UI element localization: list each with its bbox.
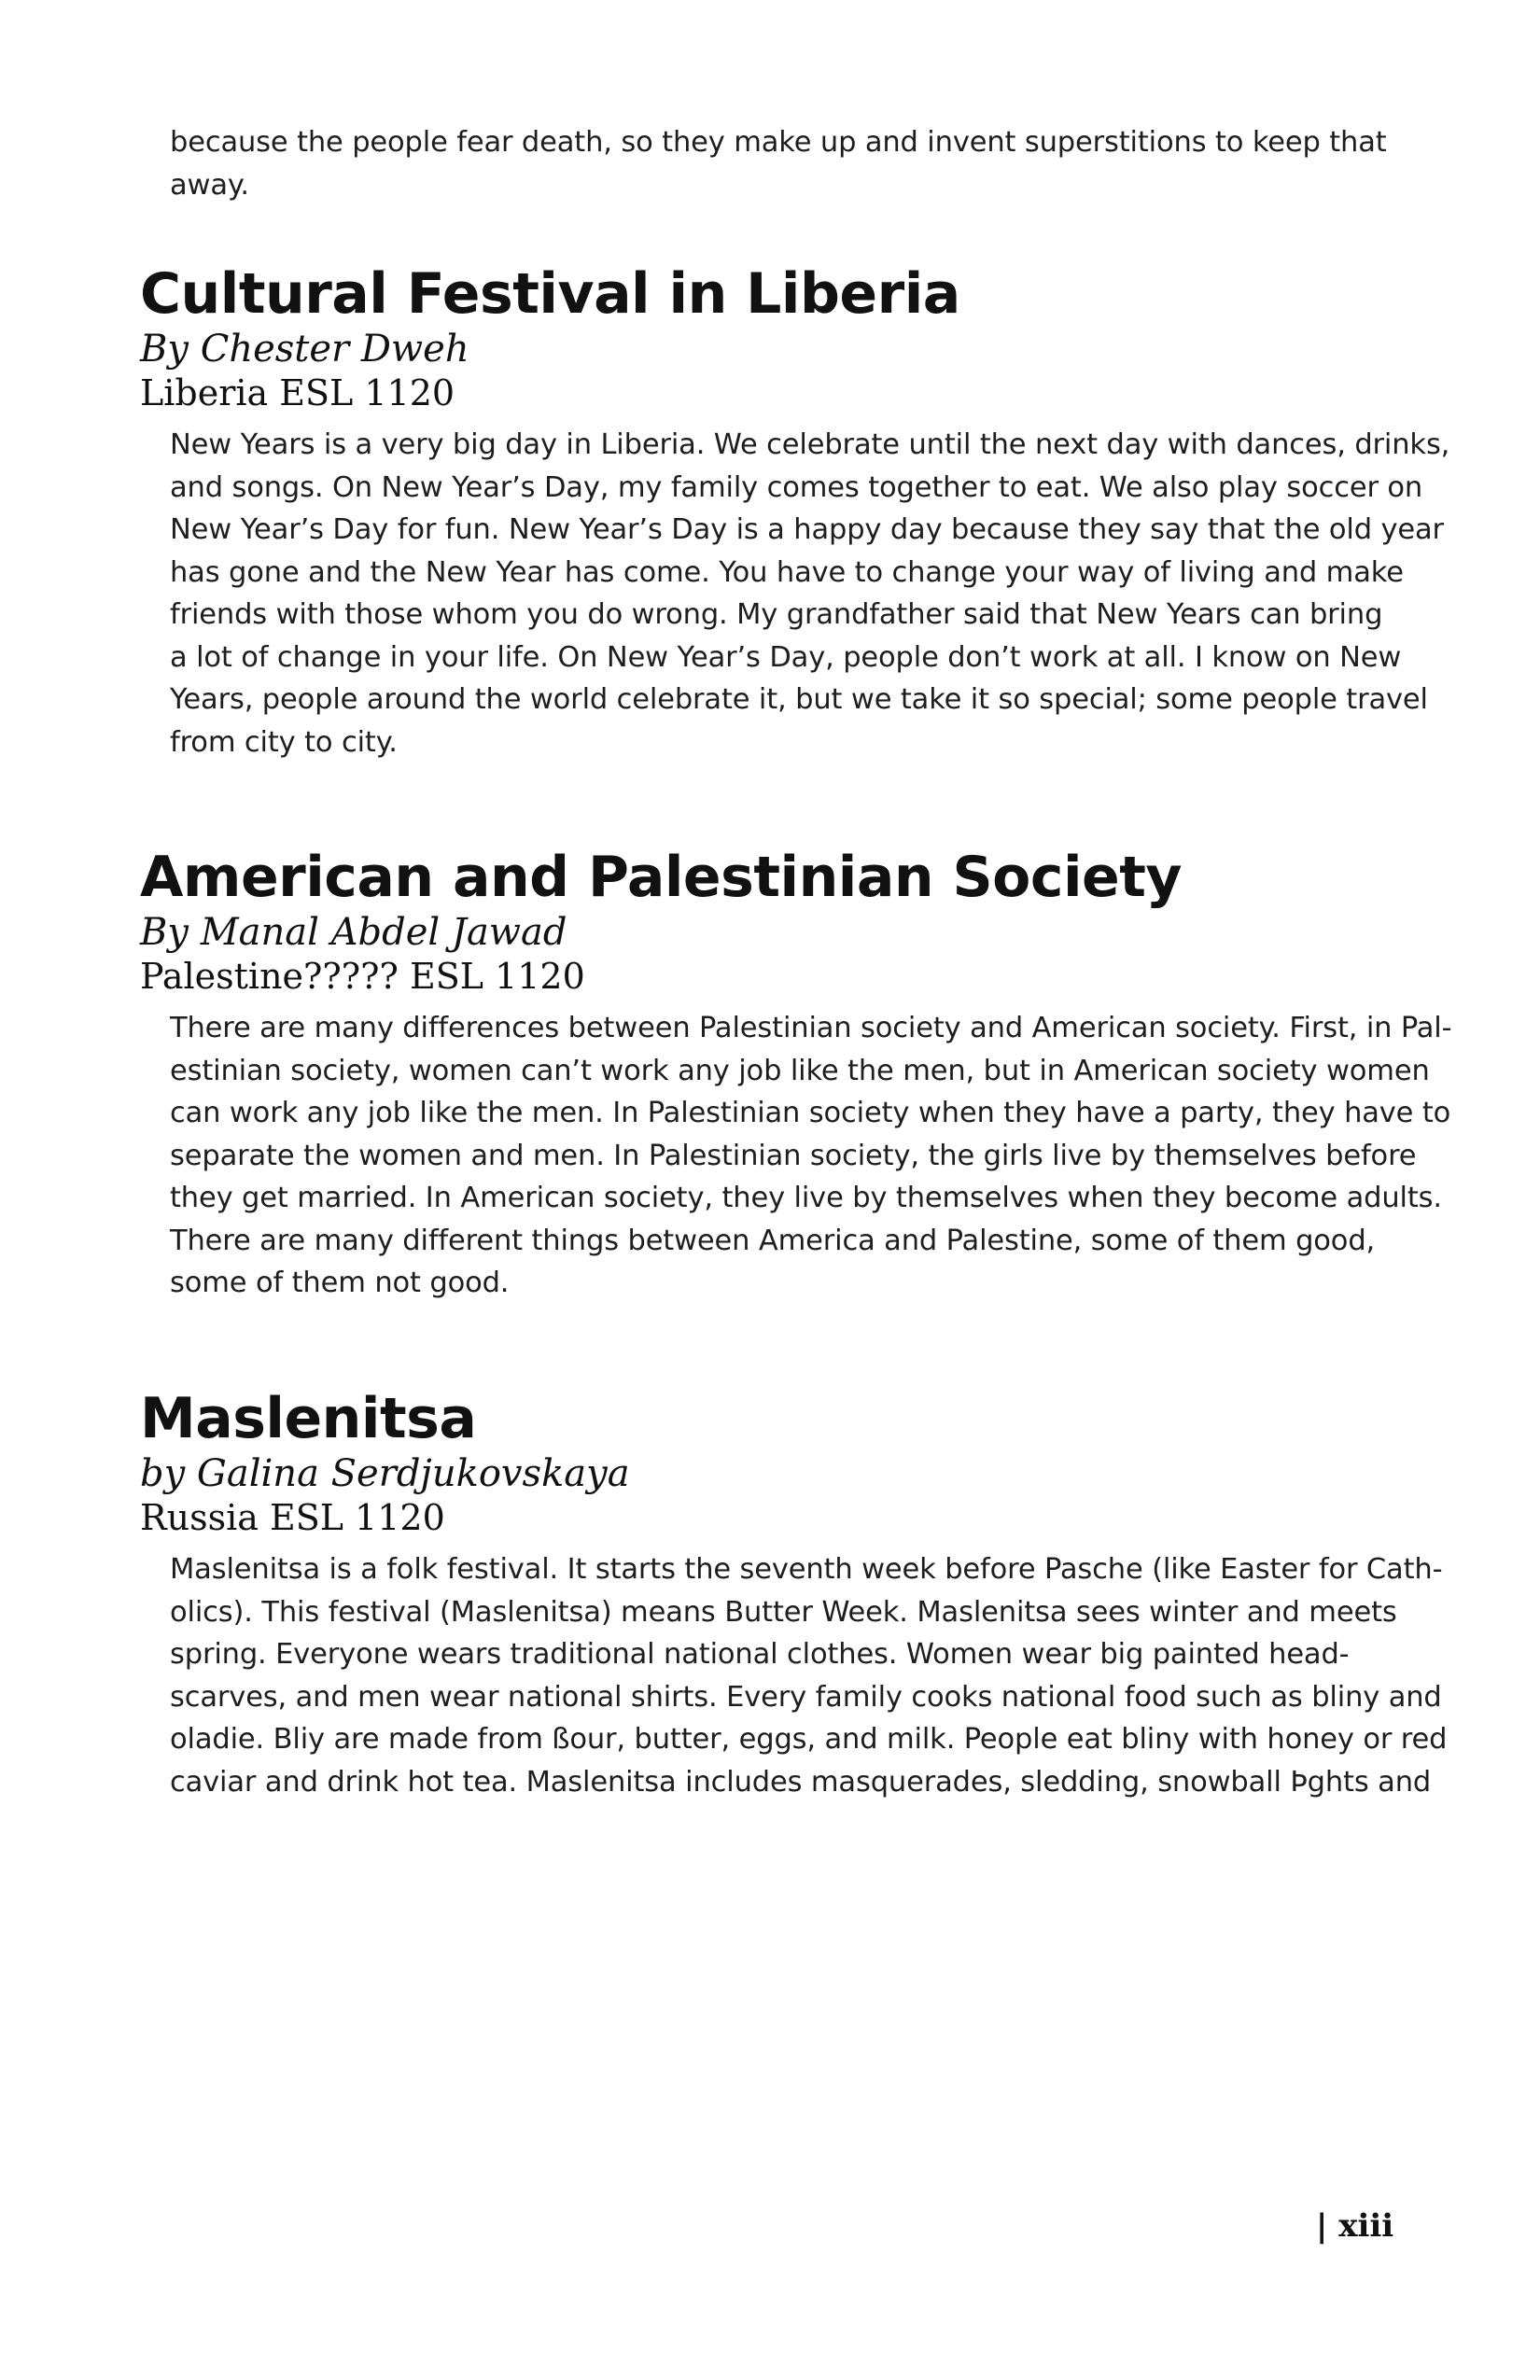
essay-title: Cultural Festival in Liberia	[140, 261, 960, 327]
essay-byline: By Manal Abdel Jawad	[140, 911, 567, 954]
intro-section	[140, 121, 1400, 206]
paragraph-line: estinian society, women can’t work any job like the men, but in American society women	[170, 1054, 1430, 1087]
paragraph-line: from city to city.	[170, 725, 398, 759]
paragraph-line: separate the women and men. In Palestinian society, the girls live by themselves before	[170, 1139, 1417, 1172]
paragraph-line: can work any job like the men. In Palestinian society when they have a party, they have to	[170, 1097, 1451, 1129]
essay-origin: Palestine????? ESL 1120	[140, 956, 585, 997]
essay-section-liberia	[140, 261, 1450, 763]
paragraph-line: New Years is a very big day in Liberia. We celebrate until the next day with dances, drinks,	[170, 428, 1450, 461]
essay-byline: by Galina Serdjukovskaya	[140, 1452, 630, 1495]
paragraph-line: some of them not good.	[170, 1267, 510, 1299]
paragraph-line: oladie. Bliy are made from ßour, butter, eggs, and milk. People eat bliny with honey or red	[170, 1723, 1448, 1756]
essay-byline: By Chester Dweh	[140, 328, 469, 371]
paragraph-line: spring. Everyone wears traditional national clothes. Women wear big painted head-	[170, 1638, 1350, 1671]
essay-paragraph	[170, 1548, 1448, 1803]
intro-paragraph	[170, 121, 1402, 206]
essay-paragraph	[170, 424, 1450, 763]
essay-paragraph	[170, 1007, 1452, 1305]
essay-section-palestinian	[140, 845, 1452, 1305]
paragraph-line: away.	[170, 168, 249, 202]
essay-title: American and Palestinian Society	[140, 845, 1183, 910]
essay-section-maslenitsa	[140, 1386, 1448, 1803]
paragraph-line: because the people fear death, so they make up and invent superstitions to keep that	[170, 126, 1387, 159]
paragraph-line: There are many different things between America and Palestine, some of them good,	[170, 1224, 1376, 1257]
paragraph-line: a lot of change in your life. On New Year’s Day, people don’t work at all. I know on New	[170, 640, 1402, 674]
paragraph-line: friends with those whom you do wrong. My grandfather said that New Years can bring	[170, 598, 1383, 631]
page-number: | xiii	[1316, 2207, 1394, 2245]
paragraph-line: they get married. In American society, they live by themselves when they become adults.	[170, 1182, 1442, 1214]
paragraph-line: New Year’s Day for fun. New Year’s Day is a happy day because they say that the old year	[170, 513, 1444, 546]
paragraph-line: has gone and the New Year has come. You have to change your way of living and make	[170, 555, 1404, 589]
essay-origin: Russia ESL 1120	[140, 1497, 445, 1538]
paragraph-line: Maslenitsa is a folk festival. It starts the seventh week before Pasche (like Easter for Cath-	[170, 1553, 1443, 1586]
essay-origin: Liberia ESL 1120	[140, 372, 455, 413]
paragraph-line: Years, people around the world celebrate it, but we take it so special; some people travel	[170, 683, 1428, 716]
paragraph-line: There are many differences between Palestinian society and American society. First, in Pal-	[170, 1012, 1452, 1044]
essay-title: Maslenitsa	[140, 1386, 477, 1451]
paragraph-line: scarves, and men wear national shirts. Every family cooks national food such as bliny and	[170, 1680, 1442, 1714]
paragraph-line: olics). This festival (Maslenitsa) means Butter Week. Maslenitsa sees winter and meets	[170, 1595, 1397, 1629]
paragraph-line: caviar and drink hot tea. Maslenitsa includes masquerades, sledding, snowball Þghts and	[170, 1765, 1432, 1799]
paragraph-line: and songs. On New Year’s Day, my family comes together to eat. We also play soccer on	[170, 470, 1423, 504]
